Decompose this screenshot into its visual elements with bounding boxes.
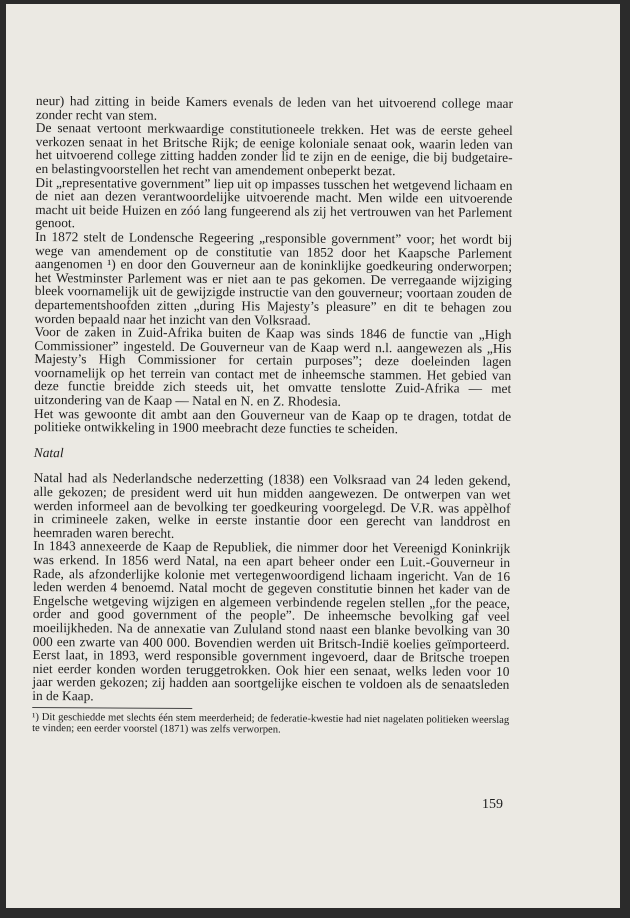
paragraph-1: neur) had zitting in beide Kamers evenals de leden van het uitvoerend college maar zonder recht van stem. (35, 93, 513, 123)
body-text (32, 94, 513, 738)
paragraph-4: In 1872 stelt de Londensche Regeering „responsible government” voor; het wordt bij wege van amendement op de constitutie van 1852 door het Kaapsche Parlement aangenomen ¹) en door den Gouverneur aan de koninklijke goedkeuring onderworpen; het Westminster Parlement was er niet aan te pas gekomen. De verregaande wijziging bleek voornamelijk uit de gewijzigde instructie van den gouverneur; voortaan zouden de departementshoofden zitten „during His Majesty’s pleasure” en dit te behagen zou worden bepaald naar het inzicht van den Volksraad. (34, 228, 513, 328)
paragraph-2: De senaat vertoont merkwaardige constitutioneele trekken. Het was de eerste geheel verkozen senaat in het Britsche Rijk; de eenige koloniale senaat ook, waarin leden van het uitvoerend college zitting hadden zonder lid te zijn en de eenige, die bij budgetaire- en belastingvoorstellen het recht van amendement onbeperkt bezat. (35, 120, 513, 179)
footnote-divider (32, 707, 192, 709)
paragraph-3: Dit „representative government” liep uit op impasses tusschen het wetgevend lichaam en de niet aan dezen verantwoordelijke uitvoerende macht. Men wilde een uitvoerende macht uit beide Huizen en zóó lang fungeerend als zij het vertrouwen van het Parlement genoot. (35, 174, 513, 231)
book-page (6, 4, 620, 908)
paragraph-6: Het was gewoonte dit ambt aan den Gouverneur van de Kaap op te dragen, totdat de politieke ontwikkeling in 1900 meebracht deze functies te scheiden. (33, 405, 512, 437)
paragraph-8: In 1843 annexeerde de Kaap de Republiek, die nimmer door het Vereenigd Koninkrijk was erkend. In 1856 werd Natal, na een apart beheer onder een Luit.-Gouverneur in Rade, als afzonderlijke kolonie met vertegenwoordigend lichaam ingericht. Van de 16 leden werden 4 benoemd. Natal mocht de gegeven constitutie binnen het kader van de Engelsche wetgeving wijzigen en algemeen verbindende regelen stellen „for the peace, order and good government of the people”. De inheemsche bevolking gaf veel moeilijkheden. Na de annexatie van Zululand stond naast een blanke bevolking van 30 000 een zwarte van 400 000. Bovendien werden uit Britsch-Indië koelies geïmporteerd. Eerst laat, in 1893, werd responsible government ingevoerd, daar de Britsche troepen niet eerder konden worden teruggetrokken. Ook hier een senaat, welks leden voor 10 jaar werden gekozen; zij hadden aan soortgelijke eischen te voldoen als de senaatsleden in de Kaap. (32, 538, 511, 704)
paragraph-7: Natal had als Nederlandsche nederzetting (1838) een Volksraad van 24 leden gekend, alle gekozen; de president werd uit hun midden aangewezen. De ontwerpen van wet werden informeel aan de bevolking ter goedkeuring voorgelegd. De V.R. was appèlhof in crimineele zaken, welke in eerste instantie door een gerecht van landdrost en heemraden waren berecht. (33, 470, 511, 541)
page-number: 159 (482, 797, 503, 812)
footnote: ¹) Dit geschiedde met slechts één stem meerderheid; de federatie-kwestie had niet nagelaten politieken weerslag te vinden; een eerder voorstel (1871) was zelfs verworpen. (32, 711, 510, 736)
section-heading: Natal (33, 444, 64, 461)
paragraph-5: Voor de zaken in Zuid-Afrika buiten de Kaap was sinds 1846 de functie van „High Commissioner” ingesteld. De Gouverneur van de Kaap werd n.l. aangewezen als „His Majesty’s High Commissioner for certain purposes”; deze doeleinden lagen voornamelijk op het terrein van contact met de inheemsche stammen. Het gebied van deze functie breidde zich steeds uit, het omvatte tenslotte Zuid-Afrika — met uitzondering van de Kaap — Natal en N. en Z. Rhodesia. (34, 324, 512, 409)
